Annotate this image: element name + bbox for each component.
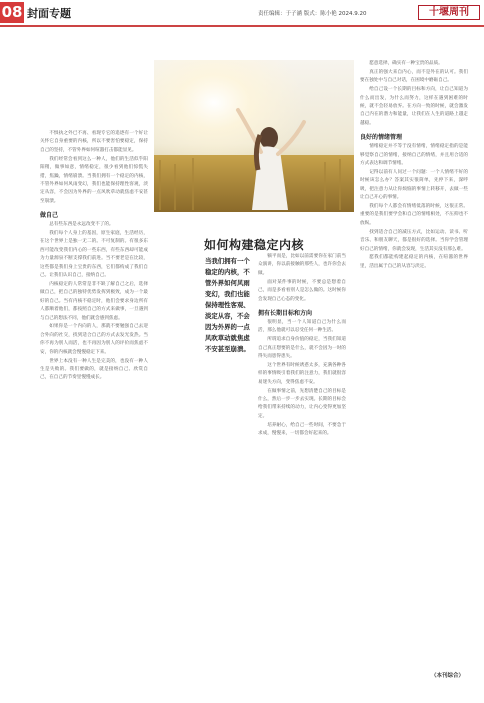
paragraph: 记得以前有人问过一个问题：一个人情绪不好的时候该怎么办？答案其实很简单，先停下来，深呼吸，把注意力从让你烦恼的事情上转移开，去做一些让自己开心的事情。 xyxy=(360,169,468,201)
paragraph: 内核稳定的人常常是非不缺了解自己之后，选择做自己，把自己的独特优势发挥到极致，成为一个最好的自己。当有内核不稳定时，他们会要求身边所有人都顺着他们，都按照自己的方式来做事，一旦遇到与自己的想法不同，他们就会感到焦虑。 xyxy=(40,281,148,321)
paragraph: 躺平而是，比如以前需要你在家门前当众演讲，你以前接触的那些人，也许你会去做。 xyxy=(258,254,346,276)
paragraph: 我们每个人身上的基因，原生家庭，生活经历，在这个世界上是独一无二的。不可复制的。有很多东西可能改变我们内心的一些东西，有些东西却可能成为力量源泉不断支撑我们前进。当不要老是在比较，这些都是我们身上宝贵的东西，它们都构成了我们自己。让我们认识自己，接纳自己。 xyxy=(40,230,148,278)
paragraph: 情绪稳定并不等于没有情绪，情绪稳定指的是能够觉察自己的情绪，接纳自己的情绪，并且用合适的方式表达和调节情绪。 xyxy=(360,144,468,166)
paragraph: 总有些东西是永远改变不了的。 xyxy=(49,222,114,228)
paragraph: 培养耐心，给自己一些时间，不要急于求成，慢慢来，一切都会好起来的。 xyxy=(258,422,346,437)
subheading: 拥有长期目标和方向 xyxy=(258,309,313,317)
paragraph: 世界上本没有一种人生是完美的，也没有一种人生是失败的。我们要做的，就是接纳自己、欣赏自己，在自己的节奏里慢慢成长。 xyxy=(40,358,148,381)
woman-in-field-photo xyxy=(154,60,354,212)
column-2 xyxy=(258,253,346,439)
paragraph: 愿我们都能构建起稳定的内核，在喧嚣的世界里，活出属于自己的从容与淡定。 xyxy=(360,255,468,269)
paragraph: 很明显，当一个人知道自己为什么而活，那么他就可以忍受任何一种生活。 xyxy=(258,319,346,334)
paragraph: 找到适合自己的减压方式，比如运动、读书、听音乐、和朋友聊天，都是很好的选择。当你学会管理好自己的情绪，你就会发现，生活其实没有那么难。 xyxy=(360,229,468,252)
paragraph: 这个世界有时候诱惑太多，充满各种各样的事情吸引着我们的注意力，我们就很容易迷失方向，变得焦虑不安。 xyxy=(258,362,346,385)
paragraph: 我们每个人都会有情绪低落的时候，这很正常。重要的是我们要学会和自己的情绪相处，不压抑也不放纵。 xyxy=(360,204,468,226)
paragraph: 如果你是一个内向的人，那就不要勉强自己去迎合外向的社交，找到适合自己的方式去发光发热。当你不再为别人而活，也不再因为别人的评价而焦虑不安，你的内核就会慢慢稳定下来。 xyxy=(40,324,148,355)
pull-quote xyxy=(205,256,251,518)
paragraph: 面对某件事的时候，不要总是想着自己，而是多看看别人是怎么做的。这时候你会发现自己心态的变化。 xyxy=(258,279,346,302)
column-1 xyxy=(40,130,148,383)
editor-credits: 责任编辑：于子涵 版式：陈小艳 2024.9.20 xyxy=(258,11,367,17)
subheading: 良好的情绪管理 xyxy=(360,134,403,142)
publication-brand: 十堰周刊 xyxy=(418,5,480,20)
header-rule xyxy=(0,25,484,27)
page-header xyxy=(0,0,484,26)
paragraph: 我们经常会看到这么一种人，他们的生活似乎阳阳稍，做事如意，情绪稳定，很少看到他们惊慌失措，焦躁，情绪崩溃。当我们拥有一个稳定的内核，不管外界如何风雨变幻，我们也能保持理性客观，淡定从容，不会因为外界的一点风吹草动就焦虑不安甚至崩溃。 xyxy=(40,156,148,204)
paragraph: 给自己设一个长期的目标和方向，让自己知道为什么而出发，为什么而努力，这样在遇到困难的时候，就不会轻易放弃。在方向一致的时候，就会激发自己内在的潜力和能量，让我们在人生的道路上越走越稳。 xyxy=(360,87,468,126)
column-3 xyxy=(360,60,468,272)
paragraph: 愿意选择，确实有一种宝贵的品质。 xyxy=(369,61,443,66)
paragraph: 在做事情之前，先想清楚自己的目标是什么，然后一步一步去实现。长期的目标会给我们带来持续的动力，让内心变得更加坚定。 xyxy=(258,388,346,419)
paragraph: 所谓追求自身价值的稳定，当我们知道自己真正想要的是什么，就不会因为一时的得失而患得患失。 xyxy=(258,337,346,359)
article-title: 如何构建稳定内核 xyxy=(203,238,304,252)
article-signoff: （本刊综合） xyxy=(431,673,465,679)
subheading: 做自己 xyxy=(40,212,59,220)
pull-quote-text: 当我们拥有一个稳定的内核，不管外界如何风雨变幻，我们也能保持理性客观、淡定从容，不会因为外界的一点风吹草动就焦虑不安甚至崩溃。 xyxy=(205,257,250,353)
paragraph: 不惧执之外已不再、看现专它的追逐有一个好让关怀它自身重要的内核，所以不要害怕要稳定，保持自己的坚持，不管外界如何喧嚣打击都能显见。 xyxy=(40,131,148,153)
cover-photo xyxy=(154,60,354,212)
section-title: 封面专题 xyxy=(27,7,71,20)
page-number: 08 xyxy=(1,3,23,21)
paragraph: 真正的强大来自内心，而不是外在的认可。我们要在独处中与自己对话，在困境中磨砺自己。 xyxy=(360,69,468,84)
